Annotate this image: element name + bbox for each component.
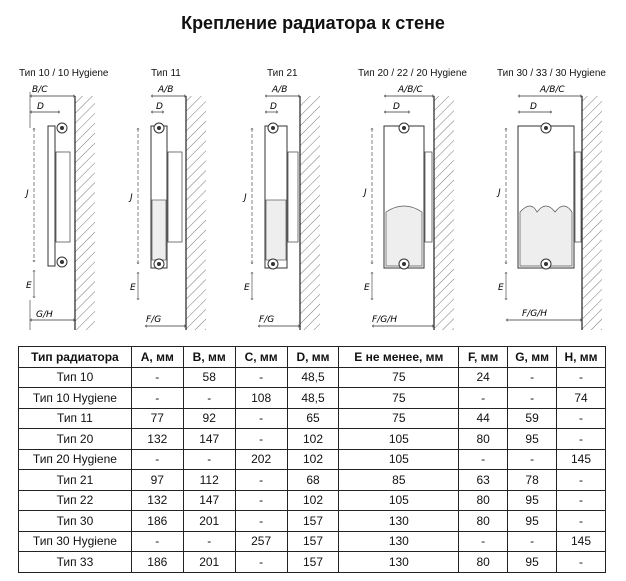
bolt-center <box>271 126 275 130</box>
table-cell: 80 <box>459 552 508 573</box>
dim-top-label: A/B/C <box>540 85 565 95</box>
table-cell: 48,5 <box>287 367 339 388</box>
table-cell: 80 <box>459 490 508 511</box>
diagram-label-type30-33: Тип 30 / 33 / 30 Hygiene <box>497 68 606 79</box>
radiator-type-cell: Тип 10 Hygiene <box>19 388 132 409</box>
table-cell: 85 <box>339 470 459 491</box>
table-cell: 95 <box>508 490 557 511</box>
table-cell: 59 <box>508 408 557 429</box>
table-cell: - <box>183 388 235 409</box>
table-cell: 68 <box>287 470 339 491</box>
diagram-label-type20-22: Тип 20 / 22 / 20 Hygiene <box>358 68 467 79</box>
radiator-type-cell: Тип 20 Hygiene <box>19 449 132 470</box>
convector-fin <box>152 200 166 260</box>
diagram-label-type21: Тип 21 <box>267 68 298 79</box>
table-cell: 97 <box>131 470 183 491</box>
table-cell: 95 <box>508 429 557 450</box>
radiator-type-cell: Тип 21 <box>19 470 132 491</box>
table-cell: - <box>235 367 287 388</box>
dim-e-label: E <box>244 283 250 293</box>
table-cell: 201 <box>183 511 235 532</box>
table-cell: 186 <box>131 511 183 532</box>
diagram-type30-33 <box>496 85 602 330</box>
wall-hatch <box>434 96 454 330</box>
table-cell: - <box>557 408 606 429</box>
table-cell: - <box>557 511 606 532</box>
table-cell: - <box>131 367 183 388</box>
radiator-type-cell: Тип 30 <box>19 511 132 532</box>
table-cell: - <box>508 531 557 552</box>
bracket <box>56 152 70 242</box>
table-header-cell: H, мм <box>557 347 606 368</box>
table-cell: 132 <box>131 429 183 450</box>
table-cell: 24 <box>459 367 508 388</box>
dim-d-label: D <box>270 102 277 112</box>
dim-d-label: D <box>530 102 537 112</box>
wall-hatch <box>75 96 95 330</box>
diagram-label-type10: Тип 10 / 10 Hygiene <box>19 68 109 79</box>
table-cell: 157 <box>287 511 339 532</box>
diagram-label-type11: Тип 11 <box>151 68 181 79</box>
dim-top-label: B/C <box>32 85 48 95</box>
bracket <box>168 152 182 242</box>
bolt-center <box>402 262 406 266</box>
convector-fin <box>386 206 422 266</box>
table-cell: 130 <box>339 531 459 552</box>
dim-e-label: E <box>130 283 136 293</box>
table-cell: - <box>459 531 508 552</box>
table-cell: 145 <box>557 531 606 552</box>
table-header-cell: E не менее, мм <box>339 347 459 368</box>
table-body <box>19 367 606 572</box>
table-cell: - <box>557 429 606 450</box>
table-header-cell: C, мм <box>235 347 287 368</box>
table-cell: 95 <box>508 511 557 532</box>
dim-e-label: E <box>26 281 32 291</box>
table-row <box>19 470 606 491</box>
table-cell: 105 <box>339 490 459 511</box>
table-row <box>19 388 606 409</box>
table-cell: - <box>508 367 557 388</box>
table-cell: 92 <box>183 408 235 429</box>
table-header-cell: G, мм <box>508 347 557 368</box>
dim-d-label: D <box>393 102 400 112</box>
table-cell: 77 <box>131 408 183 429</box>
dim-j-label: J <box>244 193 247 203</box>
table-cell: - <box>183 531 235 552</box>
table-cell: - <box>131 388 183 409</box>
page-title: Крепление радиатора к стене <box>181 13 445 33</box>
table-cell: 145 <box>557 449 606 470</box>
table-cell: - <box>508 388 557 409</box>
table-cell: 75 <box>339 408 459 429</box>
dim-bottom-label: F/G <box>146 315 162 325</box>
table-cell: 108 <box>235 388 287 409</box>
table-cell: 257 <box>235 531 287 552</box>
table-cell: 102 <box>287 490 339 511</box>
table-cell: 147 <box>183 490 235 511</box>
dim-j-label: J <box>130 193 133 203</box>
table-row <box>19 429 606 450</box>
table-cell: 102 <box>287 449 339 470</box>
dim-bottom-label: F/G/H <box>522 309 547 319</box>
dim-e-label: E <box>498 283 504 293</box>
table-cell: 74 <box>557 388 606 409</box>
wall-hatch <box>582 96 602 330</box>
dimensions-table <box>18 346 606 573</box>
table-cell: 157 <box>287 531 339 552</box>
table-header-cell: D, мм <box>287 347 339 368</box>
table-cell: 186 <box>131 552 183 573</box>
table-cell: - <box>183 449 235 470</box>
table-cell: - <box>508 449 557 470</box>
dim-j-label: J <box>364 188 367 198</box>
table-row <box>19 367 606 388</box>
table-cell: 44 <box>459 408 508 429</box>
convector-fin <box>266 200 286 260</box>
table-cell: - <box>235 552 287 573</box>
bolt-center <box>544 262 548 266</box>
table-cell: 105 <box>339 429 459 450</box>
table-cell: 130 <box>339 511 459 532</box>
table-header-cell: Тип радиатора <box>19 347 132 368</box>
table-row <box>19 531 606 552</box>
table-cell: 132 <box>131 490 183 511</box>
table-row <box>19 552 606 573</box>
table-cell: 147 <box>183 429 235 450</box>
table-row <box>19 449 606 470</box>
dim-bottom-label: G/H <box>36 310 53 320</box>
convector-fin <box>520 206 572 266</box>
table-cell: - <box>235 490 287 511</box>
table-cell: 157 <box>287 552 339 573</box>
bracket <box>425 152 432 242</box>
bolt-center <box>544 126 548 130</box>
diagram-type11 <box>128 85 206 330</box>
table-cell: 80 <box>459 429 508 450</box>
radiator-type-cell: Тип 11 <box>19 408 132 429</box>
table-cell: - <box>557 490 606 511</box>
table-cell: 112 <box>183 470 235 491</box>
table-cell: 63 <box>459 470 508 491</box>
radiator-type-cell: Тип 22 <box>19 490 132 511</box>
diagram-type20-22 <box>362 85 454 330</box>
table-cell: 202 <box>235 449 287 470</box>
table-cell: 48,5 <box>287 388 339 409</box>
table-cell: - <box>459 388 508 409</box>
radiator-type-cell: Тип 20 <box>19 429 132 450</box>
dim-top-label: A/B <box>272 85 288 95</box>
table-row <box>19 490 606 511</box>
dim-bottom-label: F/G/H <box>372 315 397 325</box>
diagram-type21 <box>242 85 320 330</box>
bolt-center <box>157 262 161 266</box>
table-header-cell: A, мм <box>131 347 183 368</box>
table-cell: 58 <box>183 367 235 388</box>
diagram-type10 <box>24 85 95 330</box>
table-header-cell: F, мм <box>459 347 508 368</box>
table-cell: - <box>131 531 183 552</box>
table-cell: - <box>557 470 606 491</box>
table-cell: 105 <box>339 449 459 470</box>
table-row <box>19 511 606 532</box>
dim-d-label: D <box>156 102 163 112</box>
dim-top-label: A/B <box>158 85 174 95</box>
bolt-center <box>60 260 64 264</box>
table-cell: - <box>557 367 606 388</box>
bracket <box>575 152 581 242</box>
table-cell: 102 <box>287 429 339 450</box>
table-cell: 201 <box>183 552 235 573</box>
table-cell: - <box>557 552 606 573</box>
wall-hatch <box>186 96 206 330</box>
table-cell: 95 <box>508 552 557 573</box>
table-header-row <box>19 347 606 368</box>
table-cell: 65 <box>287 408 339 429</box>
dim-j-label: J <box>498 188 501 198</box>
dim-e-label: E <box>364 283 370 293</box>
dim-j-label: J <box>26 189 29 199</box>
table-cell: 80 <box>459 511 508 532</box>
radiator-type-cell: Тип 10 <box>19 367 132 388</box>
table-cell: - <box>235 408 287 429</box>
dim-d-label: D <box>37 102 44 112</box>
bolt-center <box>157 126 161 130</box>
table-cell: - <box>235 511 287 532</box>
mounting-diagrams <box>0 62 626 342</box>
bolt-center <box>60 126 64 130</box>
table-cell: 75 <box>339 367 459 388</box>
dim-top-label: A/B/C <box>398 85 423 95</box>
table-row <box>19 408 606 429</box>
radiator-body <box>48 126 55 266</box>
table-cell: 75 <box>339 388 459 409</box>
table-cell: - <box>131 449 183 470</box>
table-header-cell: B, мм <box>183 347 235 368</box>
table-cell: 130 <box>339 552 459 573</box>
bolt-center <box>271 262 275 266</box>
bolt-center <box>402 126 406 130</box>
wall-hatch <box>300 96 320 330</box>
table-cell: - <box>459 449 508 470</box>
dim-bottom-label: F/G <box>259 315 275 325</box>
radiator-type-cell: Тип 33 <box>19 552 132 573</box>
table-cell: 78 <box>508 470 557 491</box>
table-cell: - <box>235 429 287 450</box>
table-cell: - <box>235 470 287 491</box>
bracket <box>288 152 298 242</box>
radiator-type-cell: Тип 30 Hygiene <box>19 531 132 552</box>
